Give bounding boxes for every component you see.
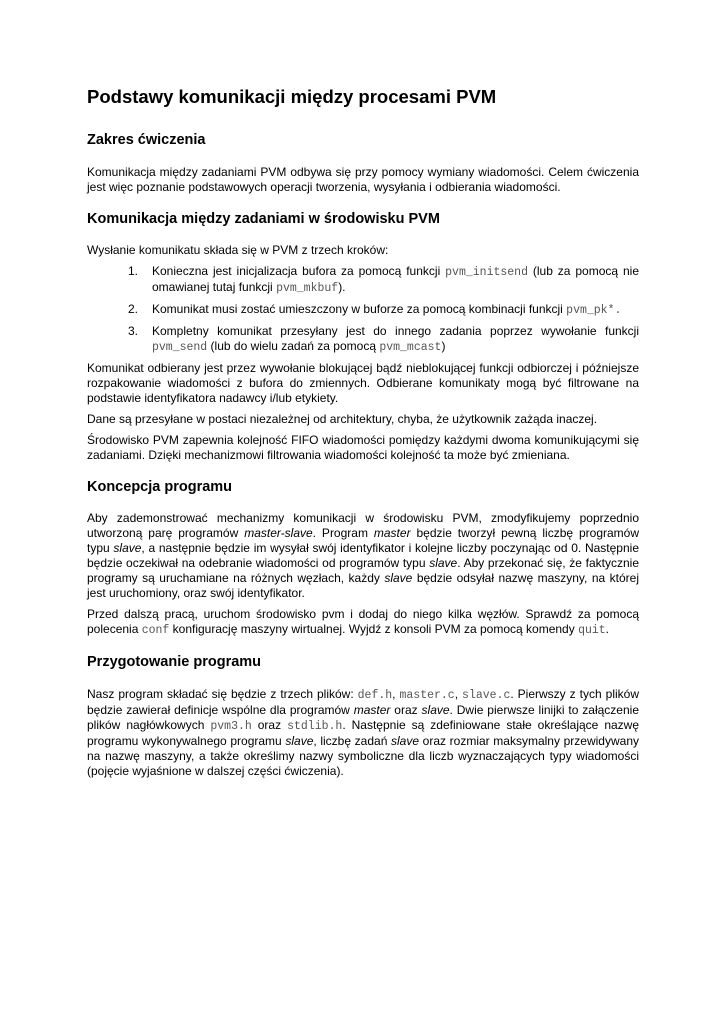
code-pvm-initsend: pvm_initsend <box>445 265 528 279</box>
list-item: 3. Kompletny komunikat przesyłany jest do innego zadania poprzez wywołanie funkcji pvm_send (lub do wielu zadań za pomocą pvm_mcast) <box>128 323 639 354</box>
heading-koncepcja: Koncepcja programu <box>87 478 233 495</box>
document-page <box>87 86 639 785</box>
steps-list <box>87 264 639 355</box>
heading-zakres: Zakres ćwiczenia <box>87 132 206 149</box>
heading-komunikacja: Komunikacja między zadaniami w środowisku PVM <box>87 210 440 227</box>
paragraph-komunikacja-3: Dane są przesyłane w postaci niezależnej od architektury, chyba, że użytkownik zażąda inaczej. <box>87 411 598 426</box>
list-item: 2. Komunikat musi zostać umieszczony w buforze za pomocą kombinacji funkcji pvm_pk*. <box>128 301 622 317</box>
paragraph-komunikacja-2: Komunikat odbierany jest przez wywołanie blokującej bądź nieblokującej funkcji odbiorczej i późniejsze rozpakowanie wiadomości z bufora do zmiennych. Odbierane komunikaty mogą być filtrowane na podstawie identyfikatora nadawcy i/lub etykiety. <box>87 360 639 405</box>
paragraph-komunikacja-intro: Wysłanie komunikatu składa się w PVM z trzech kroków: <box>87 242 389 257</box>
list-item: 1. Konieczna jest inicjalizacja bufora za pomocą funkcji pvm_initsend (lub za pomocą nie omawianej tutaj funkcji pvm_mkbuf). <box>128 263 639 295</box>
paragraph-koncepcja-1: Aby zademonstrować mechanizmy komunikacji w środowisku PVM, zmodyfikujemy poprzednio utworzoną parę programów master-slave. Program master będzie tworzył pewną liczbę programów typu slave, a następnie będzie im wysyłał swój identyfikator i kolejne liczby poczynając od 0. Następnie będzie oczekiwał na odebranie wiadomości od programów typu slave. Aby przekonać się, że faktycznie programy są uruchamiane na różnych węzłach, każdy slave będzie odsyłał nazwę maszyny, na której jest uruchomiony, oraz swój identyfikator. <box>87 511 639 601</box>
code-pvm-pk: pvm_pk*. <box>566 303 622 317</box>
code-pvm-mkbuf: pvm_mkbuf <box>276 281 339 295</box>
code-pvm-mcast: pvm_mcast <box>379 340 442 354</box>
code-conf: conf <box>141 624 170 638</box>
paragraph-komunikacja-4: Środowisko PVM zapewnia kolejność FIFO wiadomości pomiędzy każdymi dwoma komunikującymi się zadaniami. Dzięki mechanizmowi filtrowania wiadomości kolejność ta może być zmieniana. <box>87 432 639 462</box>
paragraph-zakres: Komunikacja między zadaniami PVM odbywa się przy pomocy wymiany wiadomości. Celem ćwiczenia jest więc poznanie podstawowych operacji tworzenia, wysyłania i odbierania wiadomości. <box>87 164 639 194</box>
page-title: Podstawy komunikacji między procesami PVM <box>87 86 497 107</box>
code-pvm-send: pvm_send <box>152 340 208 354</box>
paragraph-koncepcja-2: Przed dalszą pracą, uruchom środowisko pvm i dodaj do niego kilka węzłów. Sprawdź za pomocą polecenia conf konfigurację maszyny wirtualnej. Wyjdź z konsoli PVM za pomocą komendy quit. <box>87 607 639 638</box>
heading-przygotowanie: Przygotowanie programu <box>87 654 262 671</box>
paragraph-przygotowanie-1: Nasz program składać się będzie z trzech plików: def.h, master.c, slave.c. Pierwszy z tych plików będzie zawierał definicje wspólne dla programów master oraz slave. Dwie pierwsze linijki to załączenie plików nagłówkowych pvm3.h oraz stdlib.h. Następnie są zdefiniowane stałe określające nazwę programu wykonywalnego programu slave, liczbę zadań slave oraz rozmiar maksymalny przewidywany na nazwę maszyny, a także określimy nazwy symboliczne dla liczb wyznaczających typy wiadomości (pojęcie wyjaśnione w dalszej części ćwiczenia). <box>87 686 640 778</box>
code-quit: quit <box>578 624 606 638</box>
